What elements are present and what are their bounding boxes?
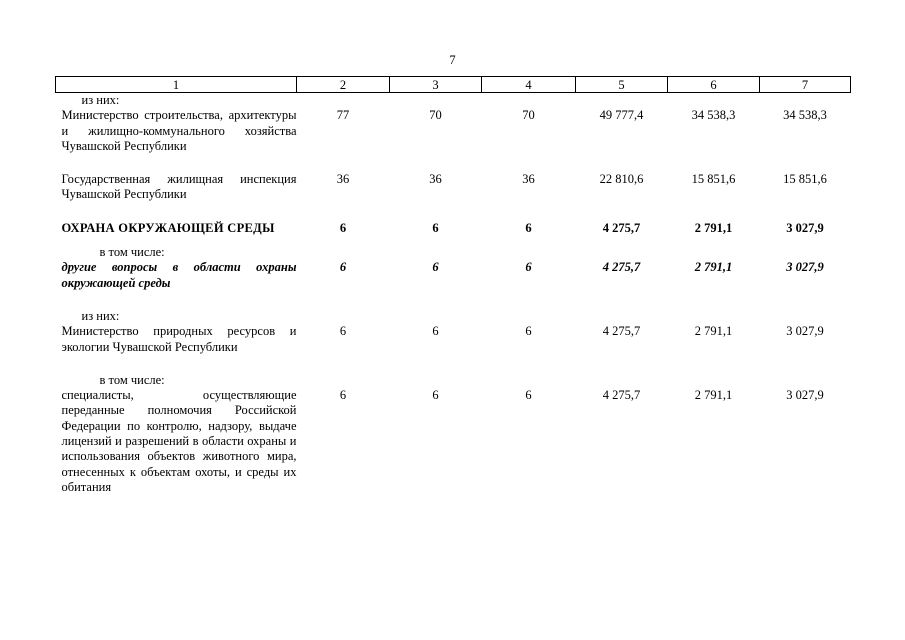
value-cell: 36 [429,172,442,187]
value-cell: 34 538,3 [691,108,736,122]
value-cell: 6 [432,220,439,235]
value-cell: 4 275,7 [602,323,641,338]
value-cell: 6 [339,260,347,275]
budget-table [55,76,851,495]
table-row [56,221,851,236]
value-cell: 22 810,6 [599,172,644,187]
row-label-cell [56,245,297,291]
row-label-cell [56,172,297,203]
value-cell: 15 851,6 [783,172,827,187]
row-prefix: в том числе: [99,372,165,387]
row-label-cell [56,221,297,236]
table-row [56,93,851,155]
row-label-cell [56,309,297,355]
value-cell: 2 791,1 [694,260,733,275]
value-cell: 2 791,1 [694,323,733,338]
column-header-3: 3 [390,77,482,93]
row-name: Министерство строительства, архитектуры и жилищно-коммунального хозяйства Чувашской Республики [61,108,297,153]
value-cell: 34 538,3 [783,108,827,122]
value-cell: 3 027,9 [786,260,824,275]
column-header-6: 6 [668,77,760,93]
value-cell: 6 [339,220,347,235]
row-label-cell [56,93,297,155]
value-cell: 6 [525,220,532,235]
column-header-4: 4 [482,77,576,93]
value-cell: 3 027,9 [786,387,824,402]
column-header-7: 7 [760,77,851,93]
column-header-2: 2 [297,77,390,93]
table-row [56,309,851,355]
row-prefix: в том числе: [99,245,165,260]
row-name: другие вопросы в области охраны окружающей среды [61,260,297,290]
page-number: 7 [449,53,456,67]
section-heading: ОХРАНА ОКРУЖАЮЩЕЙ СРЕДЫ [61,220,275,235]
value-cell: 77 [336,108,350,122]
value-cell: 4 275,7 [602,260,641,275]
table-row [56,373,851,495]
value-cell: 6 [525,387,532,402]
row-name: Государственная жилищная инспекция Чувашской Республики [61,172,297,202]
value-cell: 6 [432,260,439,275]
value-cell: 6 [339,323,347,338]
value-cell: 2 791,1 [694,387,733,402]
value-cell: 36 [522,172,535,187]
row-prefix: из них: [81,308,120,323]
value-cell: 4 275,7 [602,220,641,235]
value-cell: 36 [336,172,350,187]
value-cell: 3 027,9 [786,220,824,235]
table-row [56,172,851,203]
value-cell: 4 275,7 [602,387,641,402]
column-header-1: 1 [56,77,297,93]
value-cell: 70 [429,108,442,122]
value-cell: 15 851,6 [691,172,736,187]
value-cell: 6 [525,260,532,275]
value-cell: 6 [339,387,347,402]
column-header-5: 5 [576,77,668,93]
value-cell: 49 777,4 [599,108,644,122]
table-header-row [56,77,851,93]
row-prefix: из них: [81,93,120,107]
row-name: специалисты, осуществляющие переданные полномочия Российской Федерации по контролю, надзору, выдаче лицензий и разрешений в области охраны и использования объектов животного мира, отнесенных к объектам охоты, и среды их обитания [61,388,297,494]
table-row [56,245,851,291]
value-cell: 6 [432,387,439,402]
row-label-cell [56,373,297,495]
value-cell: 6 [525,323,532,338]
value-cell: 70 [522,108,535,122]
row-name: Министерство природных ресурсов и экологии Чувашской Республики [61,324,297,354]
value-cell: 3 027,9 [786,323,824,338]
value-cell: 6 [432,323,439,338]
value-cell: 2 791,1 [694,220,733,235]
